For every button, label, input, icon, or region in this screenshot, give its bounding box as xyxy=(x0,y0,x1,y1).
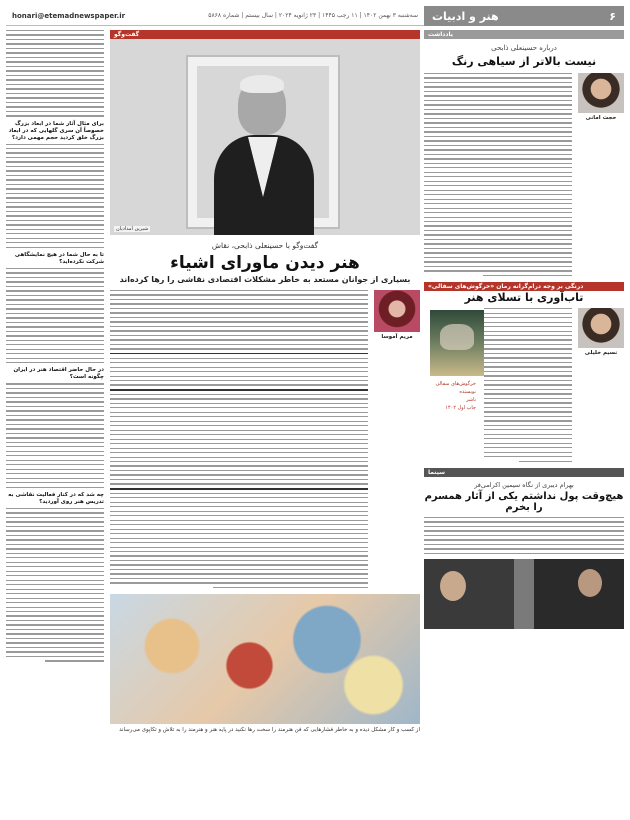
reporter-box xyxy=(374,290,420,340)
painting-image xyxy=(110,594,420,724)
cinema-photo xyxy=(424,559,624,629)
section-title: هنر و ادبیات xyxy=(432,9,499,23)
note-author: حجت امانی xyxy=(585,115,617,121)
story-block xyxy=(424,282,624,462)
story-author: نسیم خلیلی xyxy=(584,350,618,357)
interview-question: در حال حاضر اقتصاد هنر در ایران چگونه است؟ xyxy=(13,367,104,381)
note-tag: یادداشت xyxy=(424,30,624,39)
author-photo xyxy=(578,308,624,348)
left-body-2 xyxy=(6,144,104,248)
book-cover xyxy=(430,310,484,376)
header-email: honari@etemadnewspaper.ir xyxy=(12,11,126,20)
left-body-1 xyxy=(6,30,104,117)
cinema-body xyxy=(424,517,624,554)
cinema-tag: سینما xyxy=(424,468,624,477)
story-tag: درنگی بر وجه درام‌گرانه رمان «خرگوش‌های سفالی» xyxy=(424,282,624,291)
note-kicker: درباره حسینعلی ذابحی xyxy=(491,44,557,52)
section-banner xyxy=(424,6,624,26)
left-body-5 xyxy=(6,508,104,662)
note-title: نیست بالاتر از سیاهی رنگ xyxy=(451,55,597,68)
note-author-box xyxy=(578,73,624,121)
header-info xyxy=(6,6,424,26)
reporter-name: مریم آموسا xyxy=(381,334,413,340)
interview-tag: گفت‌وگو xyxy=(110,30,420,39)
page-number: ۶ xyxy=(609,9,616,23)
artist-hair xyxy=(240,75,284,93)
story-body xyxy=(484,308,572,462)
interview-title: هنر دیدن ماورای اشیاء xyxy=(170,253,360,273)
artist-photo xyxy=(110,39,420,235)
photo-credit: شیرین امدادیان xyxy=(116,226,149,232)
interview-body xyxy=(110,290,368,588)
cinema-title: هیچ‌وقت پول نداشتم یکی از آثار همسرم را بخرم xyxy=(424,490,624,513)
left-column xyxy=(6,30,104,814)
book-info-line: ناشر xyxy=(466,397,476,404)
middle-column xyxy=(110,30,420,814)
header-dateline: سه‌شنبه ۳ بهمن ۱۴۰۲ | ۱۱ رجب ۱۴۴۵ | ۲۳ ژانویه ۲۰۲۴ | سال بیستم | شماره ۵۸۶۸ xyxy=(208,12,418,19)
interview-question: چه شد که در کنار فعالیت نقاشی به تدریس هنر روی آوردید؟ xyxy=(8,491,104,505)
page-header xyxy=(6,6,624,26)
book-info-line: نویسنده xyxy=(459,389,476,396)
story-author-box xyxy=(578,308,624,356)
interview-question: تا به حال شما در هیچ نمایشگاهی شرکت نکرده‌اید؟ xyxy=(14,251,104,265)
painting-caption: از کسب و کار مشکل دیده و به خاطر فشارهایی که فن هنرمند را سخت رها نکنید در پایه هنر و هنرمند را به تلاش و تکاپوی می‌رساند xyxy=(119,727,420,734)
author-photo xyxy=(578,73,624,113)
book-info xyxy=(430,380,476,412)
interview-subtitle: بسیاری از جوانان مستعد به خاطر مشکلات اقتصادی نقاشی را رها کرده‌اند xyxy=(119,275,411,284)
right-column xyxy=(424,30,624,814)
interview-kicker: گفت‌وگو با حسینعلی ذابحی، نقاش xyxy=(211,241,319,250)
interview-question: برای مثال آثار شما در ابعاد بزرگ خصوصاً آن سری گلهایی که در ابعاد بزرگ خلق کردید حجم مهمی دارد؟ xyxy=(8,120,104,141)
left-body-4 xyxy=(6,383,104,487)
story-title: تاب‌آوری با تسلای هنر xyxy=(464,291,584,305)
book-info-line: خرگوش‌های سفالی xyxy=(435,381,476,388)
left-body-3 xyxy=(6,268,104,363)
reporter-photo xyxy=(374,290,420,332)
book-info-line: چاپ اول ۱۴۰۲ xyxy=(445,405,476,412)
note-body xyxy=(424,73,572,276)
cinema-kicker: بهرام دیبری از نگاه سیمین اکرامی‌فر xyxy=(474,480,574,489)
cinema-block xyxy=(424,468,624,629)
